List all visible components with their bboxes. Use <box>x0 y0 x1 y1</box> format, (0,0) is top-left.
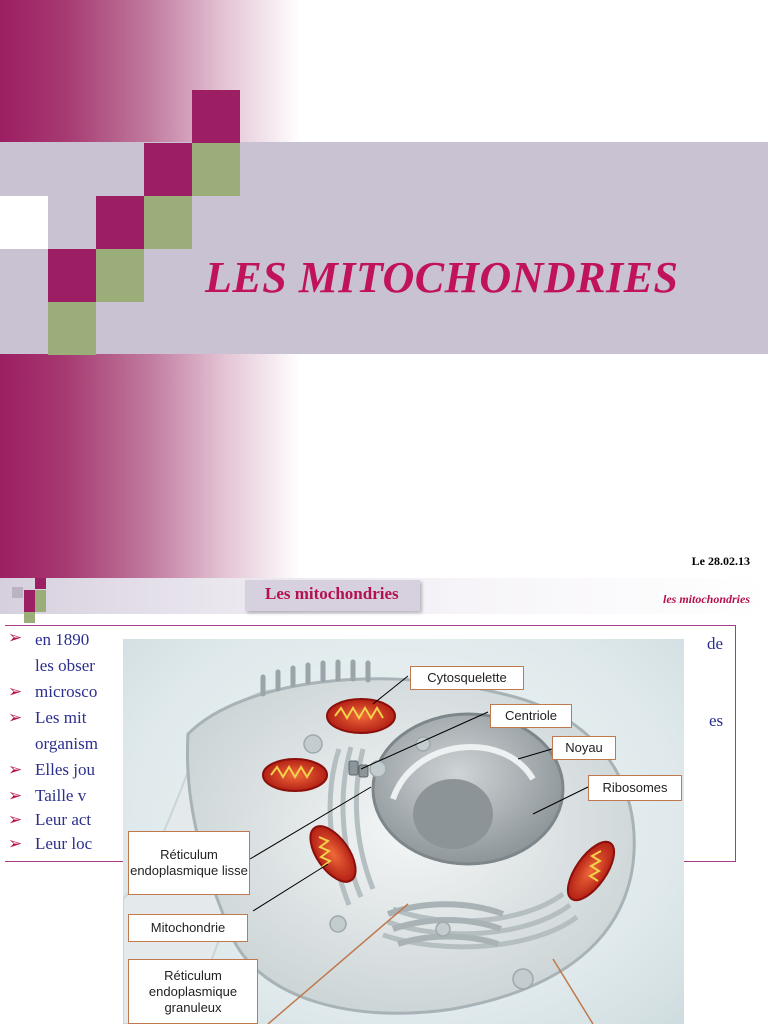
bullet-text: Leur act <box>35 810 92 829</box>
decor-square <box>48 249 96 302</box>
content-slide <box>0 578 768 1024</box>
slide-date: Le 28.02.13 <box>691 554 750 568</box>
decor-square <box>144 196 192 249</box>
decor-square <box>35 590 46 601</box>
decor-square <box>144 143 192 196</box>
bullet-text-right: es <box>709 711 724 730</box>
decor-square <box>192 90 240 143</box>
label-centriole: Centriole <box>490 704 572 728</box>
nucleolus <box>413 779 493 849</box>
slide-title: Les mitochondries <box>265 584 399 603</box>
bullet-icon: ➢ <box>8 628 23 647</box>
decor-square <box>35 578 46 589</box>
bullet-text: en 1890 <box>35 630 90 649</box>
label-reticulum-granuleux: Réticulum endoplasmique granuleux <box>128 959 258 1024</box>
bullet-icon: ➢ <box>8 708 23 727</box>
label-mitochondrie: Mitochondrie <box>128 914 248 942</box>
bullet-icon: ➢ <box>8 834 23 853</box>
decor-square <box>24 612 35 623</box>
label-noyau: Noyau <box>552 736 616 760</box>
slide-subtitle: les mitochondries <box>662 592 750 606</box>
label-ribosomes: Ribosomes <box>588 775 682 801</box>
label-cytosquelette: Cytosquelette <box>410 666 524 690</box>
slide-title: LES MITOCHONDRIES <box>205 253 679 302</box>
decor-square <box>0 196 48 249</box>
label-reticulum-lisse: Réticulum endoplasmique lisse <box>128 831 250 895</box>
bullet-icon: ➢ <box>8 760 23 779</box>
decor-square <box>96 249 144 302</box>
decor-square <box>24 590 35 601</box>
decor-square <box>192 143 240 196</box>
decor-square <box>35 601 46 612</box>
decor-square <box>12 587 23 598</box>
bullet-icon: ➢ <box>8 810 23 829</box>
decor-square <box>48 302 96 355</box>
bullet-text: les obser <box>35 656 95 675</box>
decor-square <box>24 601 35 612</box>
bullet-text: Les mit <box>35 708 87 727</box>
slide-title-box <box>245 580 420 611</box>
bullet-icon: ➢ <box>8 786 23 805</box>
decor-square <box>96 196 144 249</box>
bullet-text-right: de <box>707 634 724 653</box>
bullet-icon: ➢ <box>8 682 23 701</box>
bullet-text: Leur loc <box>35 834 93 853</box>
bullet-text: Taille v <box>35 786 87 805</box>
bullet-text: organism <box>35 734 98 753</box>
bullet-text: Elles jou <box>35 760 95 779</box>
cell-diagram <box>123 639 684 1024</box>
bullet-text: microsco <box>35 682 98 701</box>
